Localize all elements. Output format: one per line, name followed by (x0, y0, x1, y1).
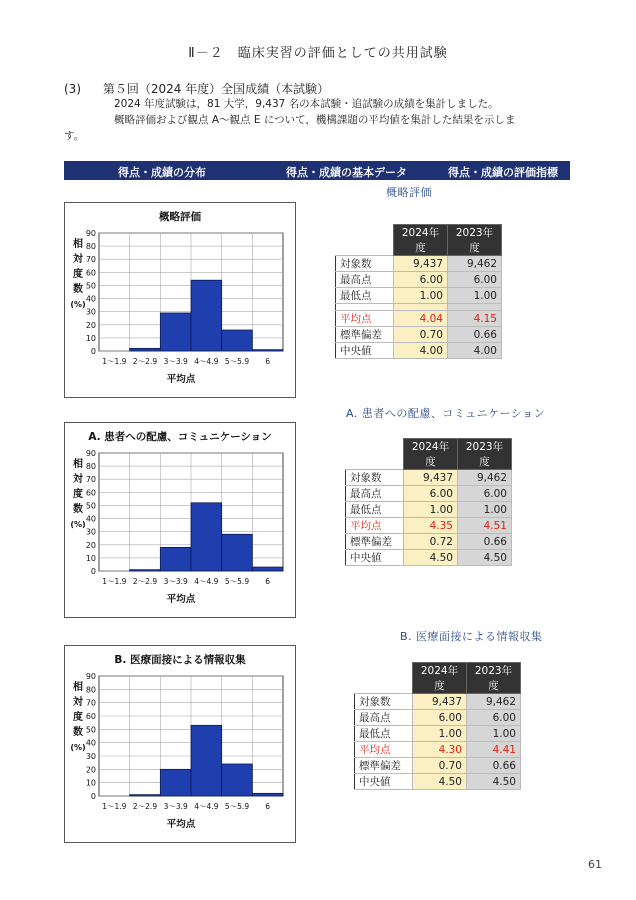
value-2024: 9,437 (394, 256, 448, 272)
value-2023: 0.66 (458, 534, 512, 550)
row-label: 中央値 (336, 343, 394, 359)
y-tick-label: 70 (85, 475, 96, 485)
value-2023: 6.00 (458, 486, 512, 502)
bar-5 (222, 764, 253, 796)
row-label: 対象数 (355, 694, 413, 710)
table-row (336, 272, 502, 288)
row-label: 標準偏差 (355, 758, 413, 774)
x-tick-label: 5〜5.9 (224, 357, 250, 366)
bar-4 (191, 503, 222, 571)
table-row (336, 343, 502, 359)
column-header-basic-data: 得点・成績の基本データ (286, 166, 407, 179)
x-tick-label: 3〜3.9 (163, 802, 188, 811)
x-tick-label: 1〜1.9 (102, 357, 127, 366)
table-row (355, 694, 521, 710)
chart-label-overall: 概略評価 (386, 186, 432, 199)
intro-text (64, 96, 580, 144)
y-tick-label: 90 (85, 229, 96, 238)
x-tick-label: 4〜4.9 (194, 577, 219, 586)
year-header-1: 2023年度 (448, 225, 502, 256)
value-2024: 6.00 (394, 272, 448, 288)
table-row (336, 311, 502, 327)
y-tick-label: 70 (85, 698, 96, 708)
value-2024: 4.30 (413, 742, 467, 758)
bar-5 (222, 534, 253, 571)
table-row (336, 256, 502, 272)
table-row (346, 470, 512, 486)
value-2023: 1.00 (458, 502, 512, 518)
y-tick-label: 60 (85, 268, 96, 278)
table-row (355, 710, 521, 726)
row-label: 平均点 (336, 311, 394, 327)
row-label: 平均点 (346, 518, 404, 534)
table-row (346, 486, 512, 502)
x-axis-label: 平均点 (166, 819, 196, 830)
bar-2 (130, 795, 161, 796)
row-label: 最低点 (346, 502, 404, 518)
chart-label-b: B. 医療面接による情報収集 (400, 630, 543, 643)
y-tick-label: 60 (85, 488, 96, 498)
value-2023: 6.00 (448, 272, 502, 288)
table-row (336, 288, 502, 304)
chart-title: A. 患者への配慮、コミュニケーション (88, 431, 272, 443)
column-header-distribution: 得点・成績の分布 (118, 166, 206, 179)
table-header-row (336, 225, 502, 256)
x-tick-label: 2〜2.9 (132, 802, 158, 811)
value-2023: 0.66 (467, 758, 521, 774)
table-header-row (346, 439, 512, 470)
y-tick-label: 80 (85, 462, 96, 472)
value-2024: 1.00 (394, 288, 448, 304)
row-label: 最高点 (346, 486, 404, 502)
histogram-svg (65, 646, 295, 842)
value-2024: 4.35 (404, 518, 458, 534)
value-2024: 9,437 (413, 694, 467, 710)
y-tick-label: 30 (85, 752, 96, 761)
chart-title: 概略評価 (159, 211, 201, 223)
value-2023: 9,462 (448, 256, 502, 272)
y-tick-label: 50 (85, 725, 96, 735)
value-2024: 4.50 (413, 774, 467, 790)
row-label: 対象数 (336, 256, 394, 272)
y-tick-label: 0 (90, 347, 96, 356)
row-label: 標準偏差 (346, 534, 404, 550)
bar-3 (160, 547, 191, 571)
x-axis-label: 平均点 (166, 374, 196, 385)
row-gap (336, 304, 502, 311)
section-heading (64, 80, 329, 97)
row-label: 最低点 (355, 726, 413, 742)
header-blank (355, 663, 413, 694)
bar-5 (222, 330, 253, 351)
year-header-0: 2024年度 (413, 663, 467, 694)
y-tick-label: 30 (85, 307, 96, 317)
section-number: (3) (64, 82, 81, 96)
value-2024: 4.00 (394, 343, 448, 359)
y-tick-label: 30 (85, 527, 96, 537)
value-2024: 9,437 (404, 470, 458, 486)
page-title: Ⅱ－２ 臨床実習の評価としての共用試験 (188, 46, 448, 61)
value-2023: 6.00 (467, 710, 521, 726)
value-2023: 0.66 (448, 327, 502, 343)
value-2023: 1.00 (467, 726, 521, 742)
y-tick-label: 0 (90, 792, 96, 801)
year-header-0: 2024年度 (404, 439, 458, 470)
intro-line-2: 概略評価および観点 A〜観点 E について，機構課題の平均値を集計した結果を示しま (114, 114, 516, 126)
x-tick-label: 6 (265, 357, 271, 366)
y-tick-label: 0 (90, 567, 96, 576)
x-tick-label: 3〜3.9 (163, 357, 188, 366)
table-row (355, 726, 521, 742)
y-tick-label: 40 (85, 514, 96, 524)
value-2023: 4.51 (458, 518, 512, 534)
x-tick-label: 4〜4.9 (194, 802, 219, 811)
value-2023: 4.50 (467, 774, 521, 790)
y-tick-label: 50 (85, 501, 96, 511)
stats-table-overall (335, 224, 502, 359)
section-title: 第５回（2024 年度）全国成績（本試験） (102, 82, 330, 96)
y-axis-label: 相対度数(%) (70, 459, 86, 529)
table-row (355, 742, 521, 758)
y-tick-label: 10 (85, 553, 96, 563)
table-row (346, 534, 512, 550)
table-row (346, 518, 512, 534)
y-tick-label: 20 (85, 320, 96, 330)
table-row (346, 550, 512, 566)
value-2023: 4.50 (458, 550, 512, 566)
x-tick-label: 2〜2.9 (132, 357, 158, 366)
table-row (355, 774, 521, 790)
table-header-row (355, 663, 521, 694)
column-header-bar (64, 161, 570, 180)
histogram-overall (64, 202, 296, 398)
bar-2 (130, 348, 161, 351)
value-2024: 0.70 (394, 327, 448, 343)
row-label: 最高点 (336, 272, 394, 288)
y-tick-label: 90 (85, 672, 96, 681)
x-tick-label: 5〜5.9 (224, 802, 250, 811)
histogram-svg (65, 423, 295, 617)
value-2024: 6.00 (404, 486, 458, 502)
y-tick-label: 80 (85, 685, 96, 695)
y-tick-label: 80 (85, 242, 96, 252)
page-number: 61 (588, 858, 602, 871)
column-header-indicators: 得点・成績の評価指標 (448, 166, 558, 179)
y-tick-label: 40 (85, 738, 96, 748)
stats-table-a (345, 438, 512, 566)
bar-4 (191, 725, 222, 796)
chart-label-a: A. 患者への配慮、コミュニケーション (346, 407, 546, 420)
table-row (336, 327, 502, 343)
header-blank (346, 439, 404, 470)
x-tick-label: 1〜1.9 (102, 577, 127, 586)
value-2023: 4.15 (448, 311, 502, 327)
bar-2 (130, 570, 161, 571)
x-tick-label: 6 (265, 577, 271, 586)
row-label: 最高点 (355, 710, 413, 726)
intro-line-3: す。 (64, 130, 85, 142)
y-tick-label: 10 (85, 333, 96, 343)
histogram-svg (65, 203, 295, 397)
x-axis-label: 平均点 (166, 594, 196, 605)
bar-6 (252, 567, 283, 571)
table-row (346, 502, 512, 518)
y-axis-label: 相対度数(%) (70, 239, 86, 309)
intro-line-1: 2024 年度試験は，81 大学，9,437 名の本試験・追試験の成績を集計しました。 (114, 98, 499, 110)
value-2023: 4.41 (467, 742, 521, 758)
x-tick-label: 3〜3.9 (163, 577, 188, 586)
bar-6 (252, 350, 283, 351)
chart-title: B. 医療面接による情報収集 (114, 654, 246, 666)
y-tick-label: 20 (85, 540, 96, 550)
year-header-1: 2023年度 (458, 439, 512, 470)
y-tick-label: 70 (85, 255, 96, 265)
x-tick-label: 2〜2.9 (132, 577, 158, 586)
y-tick-label: 10 (85, 778, 96, 788)
value-2024: 0.70 (413, 758, 467, 774)
y-tick-label: 20 (85, 765, 96, 775)
value-2024: 4.50 (404, 550, 458, 566)
y-tick-label: 60 (85, 712, 96, 721)
value-2024: 4.04 (394, 311, 448, 327)
row-label: 中央値 (346, 550, 404, 566)
x-tick-label: 1〜1.9 (102, 802, 127, 811)
x-tick-label: 4〜4.9 (194, 357, 219, 366)
row-label: 最低点 (336, 288, 394, 304)
histogram-b (64, 645, 296, 843)
row-label: 対象数 (346, 470, 404, 486)
row-label: 標準偏差 (336, 327, 394, 343)
stats-table-b (354, 662, 521, 790)
value-2023: 4.00 (448, 343, 502, 359)
value-2023: 9,462 (467, 694, 521, 710)
value-2023: 9,462 (458, 470, 512, 486)
y-axis-label: 相対度数(%) (70, 682, 86, 752)
table-row (355, 758, 521, 774)
y-tick-label: 90 (85, 449, 96, 458)
value-2024: 0.72 (404, 534, 458, 550)
histogram-a (64, 422, 296, 618)
x-tick-label: 5〜5.9 (224, 577, 250, 586)
y-tick-label: 50 (85, 281, 96, 291)
x-tick-label: 6 (265, 802, 271, 811)
bar-6 (252, 793, 283, 796)
row-label: 平均点 (355, 742, 413, 758)
value-2024: 6.00 (413, 710, 467, 726)
year-header-0: 2024年度 (394, 225, 448, 256)
value-2023: 1.00 (448, 288, 502, 304)
y-tick-label: 40 (85, 294, 96, 304)
bar-3 (160, 313, 191, 351)
bar-3 (160, 769, 191, 796)
value-2024: 1.00 (413, 726, 467, 742)
year-header-1: 2023年度 (467, 663, 521, 694)
row-label: 中央値 (355, 774, 413, 790)
bar-4 (191, 280, 222, 351)
header-blank (336, 225, 394, 256)
value-2024: 1.00 (404, 502, 458, 518)
